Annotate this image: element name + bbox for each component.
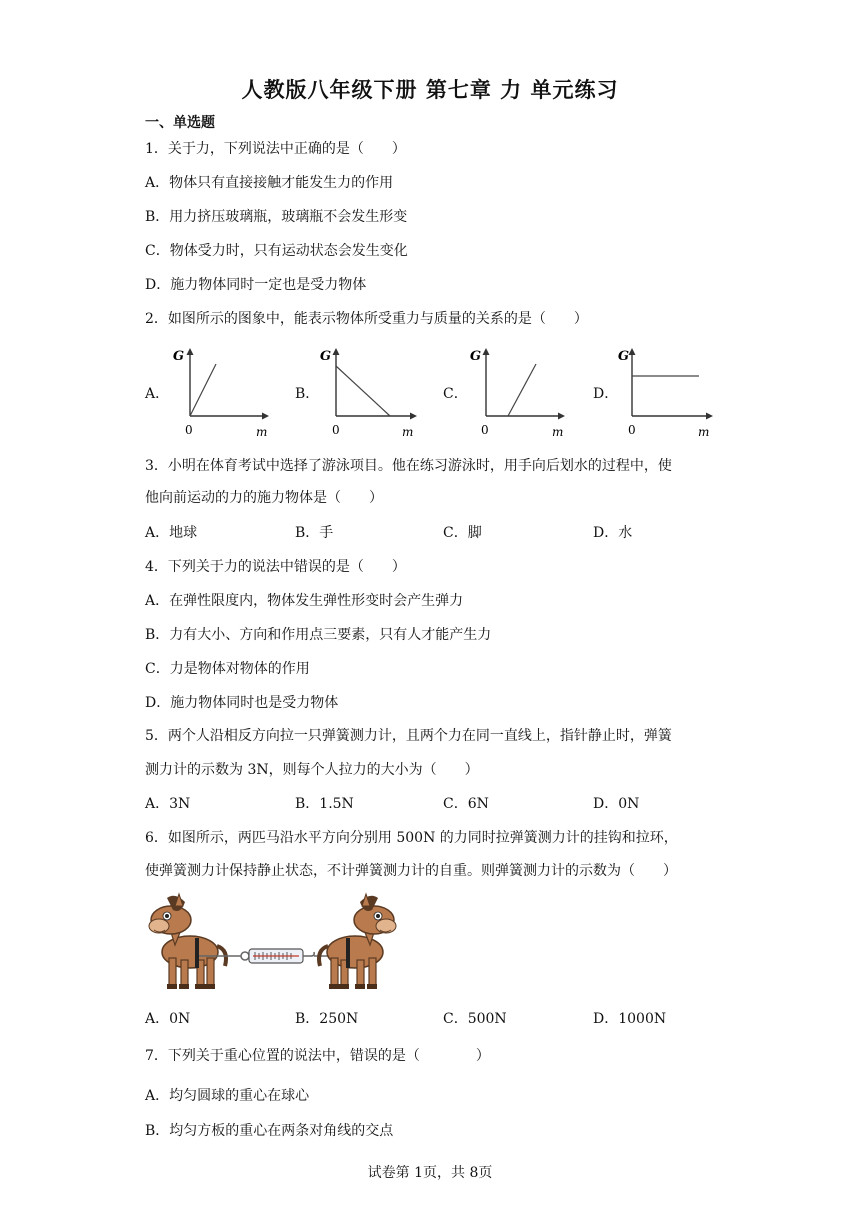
question-2-option-d-label: D． (593, 386, 619, 402)
question-7-option-a: A．均匀圆球的重心在球心 (145, 1088, 310, 1104)
question-3-option-c: C．脚 (443, 525, 482, 541)
question-7-stem: 7．下列关于重心位置的说法中，错误的是（ ） (145, 1048, 490, 1064)
graph-d-y-label: G (618, 349, 630, 364)
question-2-stem: 2．如图所示的图象中，能表示物体所受重力与质量的关系的是（ ） (145, 311, 588, 327)
question-4-option-a: A．在弹性限度内，物体发生弹性形变时会产生弹力 (145, 593, 464, 609)
page-title: 人教版八年级下册 第七章 力 单元练习 (241, 78, 619, 102)
question-6-stem-line-1: 6．如图所示，两匹马沿水平方向分别用 500N 的力同时拉弹簧测力计的挂钩和拉环， (145, 830, 678, 846)
graph-d-origin: 0 (628, 423, 636, 437)
question-1-option-d: D．施力物体同时一定也是受力物体 (145, 277, 367, 293)
question-3-option-d: D．水 (593, 525, 633, 541)
question-6-stem-line-2: 使弹簧测力计保持静止状态，不计弹簧测力计的自重。则弹簧测力计的示数为（ ） (145, 863, 677, 879)
question-5-stem-line-2: 测力计的示数为 3N，则每个人拉力的大小为（ ） (145, 762, 479, 778)
question-3-stem-line-1: 3．小明在体育考试中选择了游泳项目。他在练习游泳时，用手向后划水的过程中，使 (145, 458, 672, 474)
question-2-option-a-label: A． (145, 386, 170, 402)
question-5-option-d: D．0N (593, 796, 640, 812)
question-3-option-a: A．地球 (145, 525, 198, 541)
graph-a-y-label: G (173, 349, 185, 364)
scale-ring-icon (241, 952, 249, 960)
question-1-option-c: C．物体受力时，只有运动状态会发生变化 (145, 243, 408, 259)
right-horse-icon (319, 894, 396, 989)
graph-a-x-label: m (256, 425, 268, 439)
graph-d (614, 342, 714, 442)
graph-b-origin: 0 (332, 423, 340, 437)
graph-b (318, 342, 418, 442)
question-1-option-b: B．用力挤压玻璃瓶，玻璃瓶不会发生形变 (145, 209, 408, 225)
question-1-stem: 1．关于力，下列说法中正确的是（ ） (145, 141, 406, 157)
graph-c (466, 342, 566, 442)
question-1-option-a: A．物体只有直接接触才能发生力的作用 (145, 175, 394, 191)
graph-a-origin: 0 (185, 423, 193, 437)
horses-spring-scale-illustration (145, 890, 400, 995)
question-7-option-b: B．均匀方板的重心在两条对角线的交点 (145, 1123, 394, 1139)
question-4-option-b: B．力有大小、方向和作用点三要素，只有人才能产生力 (145, 627, 492, 643)
graph-d-x-label: m (698, 425, 710, 439)
question-4-option-c: C．力是物体对物体的作用 (145, 661, 310, 677)
question-6-option-a: A．0N (145, 1011, 191, 1027)
graph-c-x-label: m (552, 425, 564, 439)
question-4-option-d: D．施力物体同时也是受力物体 (145, 695, 339, 711)
graph-b-y-label: G (320, 349, 332, 364)
question-5-option-a: A．3N (145, 796, 191, 812)
question-6-option-d: D．1000N (593, 1011, 667, 1027)
graph-c-origin: 0 (481, 423, 489, 437)
question-4-stem: 4．下列关于力的说法中错误的是（ ） (145, 559, 406, 575)
page-footer: 试卷第 1页，共 8页 (367, 1165, 493, 1181)
left-horse-icon (149, 894, 226, 989)
scale-hook-icon (303, 952, 314, 956)
question-3-stem-line-2: 他向前运动的力的施力物体是（ ） (145, 490, 383, 506)
question-5-stem-line-1: 5．两个人沿相反方向拉一只弹簧测力计，且两个力在同一直线上，指针静止时，弹簧 (145, 728, 672, 744)
question-2-option-c-label: C． (443, 386, 468, 402)
question-3-option-b: B．手 (295, 525, 334, 541)
graph-a (170, 342, 270, 442)
question-2-option-b-label: B． (295, 386, 320, 402)
question-6-option-b: B．250N (295, 1011, 359, 1027)
question-6-option-c: C．500N (443, 1011, 507, 1027)
graph-c-y-label: G (470, 349, 482, 364)
section-heading: 一、单选题 (145, 115, 215, 131)
question-5-option-b: B．1.5N (295, 796, 354, 812)
question-5-option-c: C．6N (443, 796, 489, 812)
graph-b-x-label: m (402, 425, 414, 439)
